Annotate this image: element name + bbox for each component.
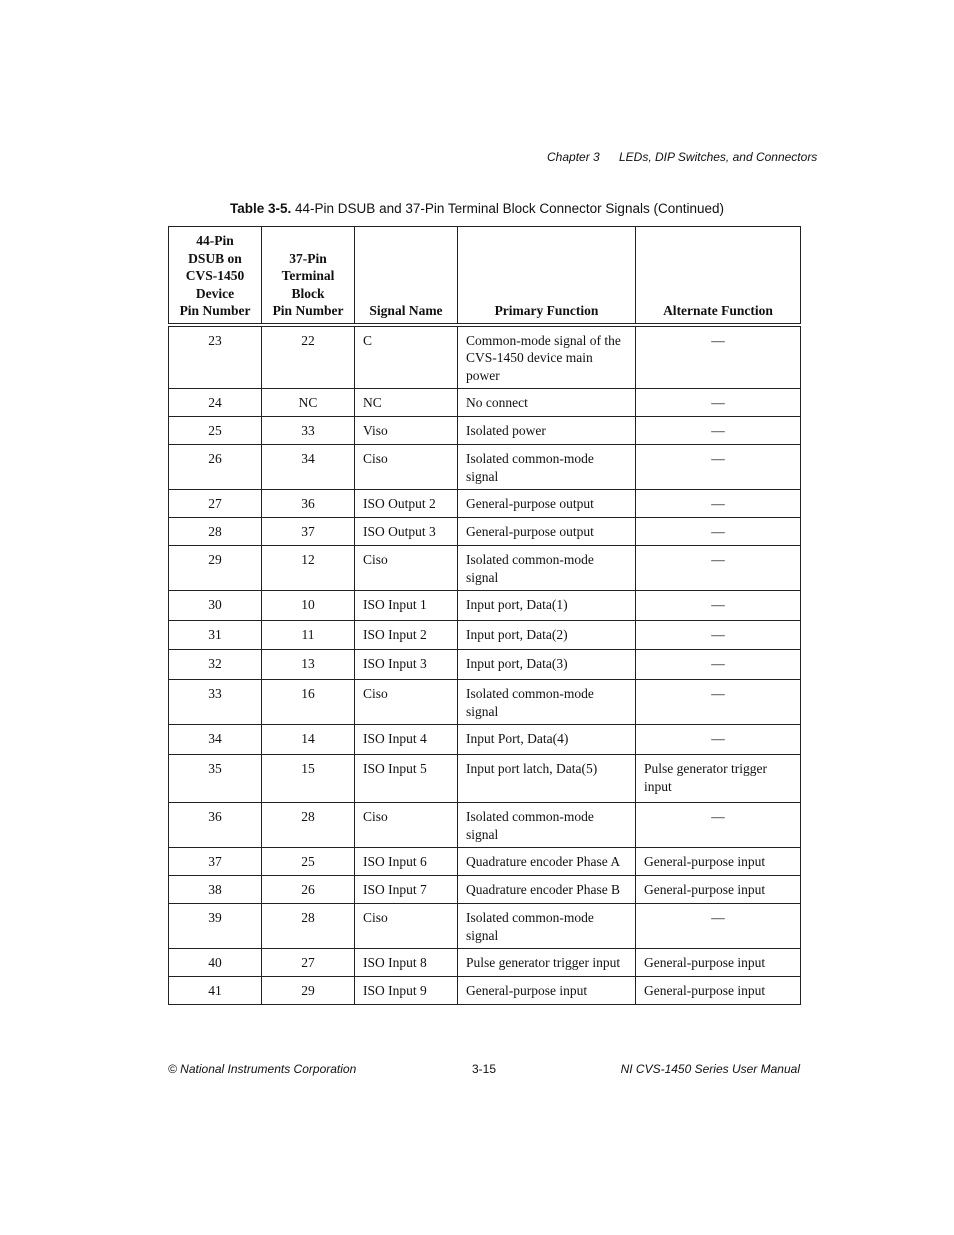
cell-signal-name: ISO Input 7 (355, 876, 458, 904)
cell-primary-function: Isolated common-mode signal (458, 803, 636, 848)
col-header-line: Alternate Function (663, 303, 773, 318)
cell-dsub-pin: 33 (169, 680, 262, 725)
col-header-line: Terminal (281, 268, 335, 283)
table-row (169, 518, 801, 546)
cell-dsub-pin: 38 (169, 876, 262, 904)
col-header-dsub-pin (169, 227, 262, 325)
cell-terminal-pin: 14 (262, 725, 355, 755)
cell-primary-function: Input port latch, Data(5) (458, 755, 636, 803)
table-caption (0, 201, 954, 216)
cell-alternate-function: General-purpose input (636, 848, 801, 876)
cell-primary-function: Isolated common-mode signal (458, 680, 636, 725)
cell-terminal-pin: 34 (262, 445, 355, 490)
cell-primary-function: General-purpose output (458, 490, 636, 518)
cell-signal-name: Ciso (355, 546, 458, 591)
cell-dsub-pin: 39 (169, 904, 262, 949)
cell-dsub-pin: 25 (169, 417, 262, 445)
cell-terminal-pin: 15 (262, 755, 355, 803)
table-row (169, 490, 801, 518)
cell-primary-function: Input port, Data(2) (458, 621, 636, 650)
cell-dsub-pin: 26 (169, 445, 262, 490)
cell-primary-function: Isolated power (458, 417, 636, 445)
table-row (169, 848, 801, 876)
col-header-line: Device (195, 285, 235, 301)
cell-terminal-pin: 13 (262, 650, 355, 680)
cell-terminal-pin: 25 (262, 848, 355, 876)
table-row (169, 949, 801, 977)
cell-dsub-pin: 35 (169, 755, 262, 803)
table-row (169, 977, 801, 1005)
cell-terminal-pin: 36 (262, 490, 355, 518)
cell-signal-name: Ciso (355, 680, 458, 725)
cell-alternate-function: Pulse generator trigger input (636, 755, 801, 803)
cell-signal-name: ISO Input 2 (355, 621, 458, 650)
cell-primary-function: Input port, Data(1) (458, 591, 636, 621)
cell-alternate-function: — (636, 389, 801, 417)
cell-dsub-pin: 30 (169, 591, 262, 621)
table-row (169, 650, 801, 680)
cell-alternate-function: — (636, 325, 801, 389)
cell-alternate-function: — (636, 680, 801, 725)
cell-terminal-pin: 11 (262, 621, 355, 650)
cell-alternate-function: — (636, 546, 801, 591)
table-caption-text: 44-Pin DSUB and 37-Pin Terminal Block Connector Signals (Continued) (295, 201, 724, 216)
table-row (169, 755, 801, 803)
cell-terminal-pin: 27 (262, 949, 355, 977)
cell-dsub-pin: 24 (169, 389, 262, 417)
table-row (169, 325, 801, 389)
cell-primary-function: Quadrature encoder Phase A (458, 848, 636, 876)
col-header-terminal-pin (262, 227, 355, 325)
footer-copyright: © National Instruments Corporation (168, 1062, 357, 1076)
cell-signal-name: ISO Input 5 (355, 755, 458, 803)
header-title: LEDs, DIP Switches, and Connectors (619, 150, 818, 164)
cell-terminal-pin: 28 (262, 803, 355, 848)
cell-terminal-pin: 33 (262, 417, 355, 445)
cell-terminal-pin: 12 (262, 546, 355, 591)
cell-terminal-pin: 22 (262, 325, 355, 389)
table-row (169, 546, 801, 591)
cell-dsub-pin: 29 (169, 546, 262, 591)
cell-primary-function: Isolated common-mode signal (458, 445, 636, 490)
cell-dsub-pin: 36 (169, 803, 262, 848)
cell-dsub-pin: 28 (169, 518, 262, 546)
table-row (169, 389, 801, 417)
cell-dsub-pin: 27 (169, 490, 262, 518)
cell-signal-name: ISO Input 4 (355, 725, 458, 755)
cell-signal-name: C (355, 325, 458, 389)
connector-signals-table (168, 226, 801, 1005)
cell-signal-name: ISO Output 3 (355, 518, 458, 546)
cell-dsub-pin: 34 (169, 725, 262, 755)
footer-page-number: 3-15 (472, 1062, 497, 1076)
table-row (169, 876, 801, 904)
cell-alternate-function: — (636, 591, 801, 621)
cell-terminal-pin: 26 (262, 876, 355, 904)
col-header-alternate-function (636, 227, 801, 325)
cell-alternate-function: — (636, 490, 801, 518)
cell-primary-function: No connect (458, 389, 636, 417)
cell-signal-name: Ciso (355, 445, 458, 490)
cell-primary-function: General-purpose output (458, 518, 636, 546)
cell-alternate-function: — (636, 445, 801, 490)
cell-alternate-function: — (636, 904, 801, 949)
col-header-line: Signal Name (369, 303, 443, 318)
table-row (169, 621, 801, 650)
cell-alternate-function: General-purpose input (636, 977, 801, 1005)
cell-signal-name: Ciso (355, 803, 458, 848)
col-header-primary-function (458, 227, 636, 325)
cell-alternate-function: — (636, 725, 801, 755)
col-header-line: Pin Number (272, 303, 344, 318)
table-row (169, 417, 801, 445)
cell-terminal-pin: NC (262, 389, 355, 417)
cell-primary-function: General-purpose input (458, 977, 636, 1005)
cell-alternate-function: General-purpose input (636, 949, 801, 977)
table-row (169, 591, 801, 621)
cell-signal-name: ISO Output 2 (355, 490, 458, 518)
header-chapter: Chapter 3 (547, 150, 600, 164)
cell-dsub-pin: 32 (169, 650, 262, 680)
table-row (169, 680, 801, 725)
cell-primary-function: Input port, Data(3) (458, 650, 636, 680)
cell-dsub-pin: 40 (169, 949, 262, 977)
cell-alternate-function: General-purpose input (636, 876, 801, 904)
cell-terminal-pin: 28 (262, 904, 355, 949)
table-row (169, 445, 801, 490)
table-header-row (169, 227, 801, 325)
cell-terminal-pin: 16 (262, 680, 355, 725)
table-row (169, 725, 801, 755)
col-header-signal-name (355, 227, 458, 325)
col-header-line: CVS-1450 (185, 268, 245, 283)
cell-dsub-pin: 41 (169, 977, 262, 1005)
table-caption-label: Table 3-5. (229, 201, 292, 216)
cell-signal-name: ISO Input 3 (355, 650, 458, 680)
cell-dsub-pin: 31 (169, 621, 262, 650)
cell-signal-name: ISO Input 6 (355, 848, 458, 876)
cell-primary-function: Pulse generator trigger input (458, 949, 636, 977)
footer-manual-title: NI CVS-1450 Series User Manual (620, 1062, 800, 1076)
cell-alternate-function: — (636, 621, 801, 650)
cell-primary-function: Quadrature encoder Phase B (458, 876, 636, 904)
cell-alternate-function: — (636, 803, 801, 848)
col-header-line: 37-Pin (289, 250, 327, 266)
table-row (169, 904, 801, 949)
cell-terminal-pin: 37 (262, 518, 355, 546)
cell-dsub-pin: 37 (169, 848, 262, 876)
cell-alternate-function: — (636, 650, 801, 680)
cell-primary-function: Common-mode signal of the CVS-1450 device main power (458, 325, 636, 389)
table-row (169, 803, 801, 848)
cell-primary-function: Isolated common-mode signal (458, 546, 636, 591)
cell-signal-name: ISO Input 1 (355, 591, 458, 621)
cell-signal-name: NC (355, 389, 458, 417)
cell-alternate-function: — (636, 518, 801, 546)
cell-signal-name: Viso (355, 417, 458, 445)
cell-primary-function: Input Port, Data(4) (458, 725, 636, 755)
col-header-line: Block (291, 285, 325, 301)
cell-signal-name: ISO Input 8 (355, 949, 458, 977)
cell-signal-name: Ciso (355, 904, 458, 949)
cell-dsub-pin: 23 (169, 325, 262, 389)
cell-signal-name: ISO Input 9 (355, 977, 458, 1005)
cell-primary-function: Isolated common-mode signal (458, 904, 636, 949)
cell-alternate-function: — (636, 417, 801, 445)
col-header-line: Pin Number (179, 303, 251, 318)
cell-terminal-pin: 29 (262, 977, 355, 1005)
cell-terminal-pin: 10 (262, 591, 355, 621)
col-header-line: Primary Function (494, 303, 599, 318)
col-header-line: DSUB on (188, 250, 242, 266)
col-header-line: 44-Pin (196, 233, 234, 248)
